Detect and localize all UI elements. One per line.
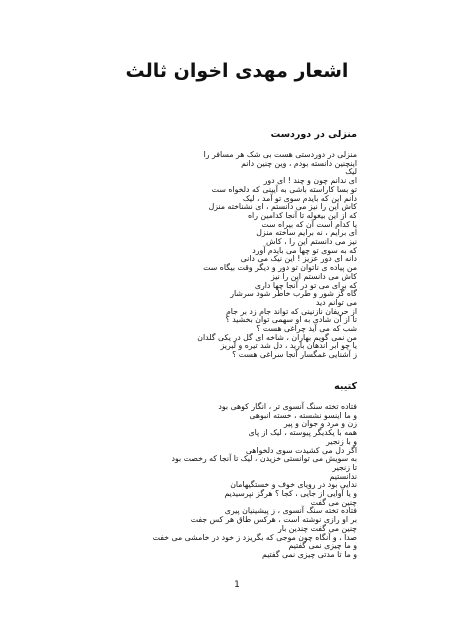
poem-line: و ما چیزی نمی گفتیم xyxy=(288,541,357,551)
poem-line: و ما اینسو نشسته ، خسته انبوهی xyxy=(249,410,357,420)
poem-line: که به سوی تو چها می بایدم آورد xyxy=(252,245,357,255)
poem-line: ندایی بود در رویای خوف و خستگیهامان xyxy=(230,480,357,490)
poem-line: به سویش می توانستی خزیدن ، لیک تا آنجا که رخصت بود xyxy=(171,454,357,464)
poem-line: چنین می گفت xyxy=(310,497,357,507)
poem-line: و یا آوایی از جایی ، کجا ؟ هرگز نپرسیدیم xyxy=(224,489,357,499)
poem-lines xyxy=(57,403,357,560)
poem-line: من نمی گویم بهاران ، شاخه ای گل در یکی گلدان xyxy=(197,332,357,342)
poem-line: تا زنجیر xyxy=(332,462,357,472)
poem-line: و با زنجیر xyxy=(326,436,357,446)
poem-line: نیز می دانستم این را ، کاش xyxy=(265,237,357,247)
poem-line: دانم این که بایدم سوی تو آمد ، لیک xyxy=(242,193,357,203)
poem-line: تا از آن شادی به او سهمی توان بخشید ؟ xyxy=(225,315,357,325)
poem-line: فتاده تخته سنگ آنسوی ، ز پیشینیان پیری xyxy=(224,506,357,516)
poem-line: ز آشنایی غمگسار آنجا سراغی هست ؟ xyxy=(232,350,357,360)
poem-line: یا کدام است آن که بیراه ست xyxy=(261,219,357,229)
poem-line: که از این بیغوله تا آنجا کدامین راه xyxy=(247,210,357,220)
poem-line: شب که می آید چراغی هست ؟ xyxy=(256,324,357,334)
poem-line: لیک xyxy=(345,167,357,177)
poem-line: من پیاده ی ناتوان تو دور و دیگر وقت بیگاه ست xyxy=(203,263,357,273)
poem-title: کتیبه xyxy=(334,381,357,392)
poem-line: دانه ای دور عزیز ! این نیک می دانی xyxy=(240,254,357,264)
poem-line: بر او رازی نوشته است ، هرکس طاق هر کس جفت xyxy=(190,515,357,525)
poem-line: همه با یکدیگر پیوسته ، لیک از پای xyxy=(248,428,357,438)
poem-line: و ما تا مدتی چیزی نمی گفتیم xyxy=(262,549,357,559)
poem-title: منزلی در دوردست xyxy=(270,129,357,140)
poem-line: ای برایم ، نه برایم ساخته منزل xyxy=(256,228,357,238)
poem-line: چنین می گفت چندین بار xyxy=(277,523,357,533)
poem-line: تو بسا کاراسته باشی به آیینی که دلخواه ست xyxy=(211,184,357,194)
poem-lines xyxy=(57,151,357,360)
poem-line: ندانستیم xyxy=(329,471,357,481)
poem-line: ای ندانم چون و چند ! ای دور xyxy=(263,176,357,186)
poem-line: فتاده تخته سنگ آنسوی تر ، انگار کوهی بود xyxy=(218,402,357,411)
poem-line: کاش می دانستم این را نیز xyxy=(270,271,357,281)
poem-line: از حریفان نازنینی که تواند جام زد بر جام xyxy=(225,306,357,316)
poem-line: منزلی در دوردستی هست بی شک هر مسافر را xyxy=(203,150,357,159)
poem-section xyxy=(57,128,357,360)
poem-line: کاش این را نیز می دانستم ، ای نشناخته منزل xyxy=(208,202,357,212)
poem-line: که برای می تو در آنجا چها داری xyxy=(254,280,357,290)
poem-line: زن و مرد و جوان و پیر xyxy=(283,419,357,429)
poem-line: اینچنین دانسته بودم ، وین چنین دانم xyxy=(241,158,357,168)
poem-line: گاه گز شور و طرب خاطر شود سرشار xyxy=(230,289,357,299)
page-number: 1 xyxy=(234,580,240,590)
poem-line: یا چو ابر اندهان بارید ، دل شد تیره و لبریز xyxy=(220,341,357,351)
poem-line: اگر دل می کشیدت سوی دلخواهی xyxy=(245,445,357,455)
poem-line: صدا ، و آنگاه چون موجی که بگریزد ز خود در خامشی می خفت xyxy=(152,532,357,542)
poem-line: می توانم دید xyxy=(315,297,357,307)
document-title: اشعار مهدی اخوان ثالث xyxy=(125,60,349,82)
poem-section xyxy=(57,380,357,560)
